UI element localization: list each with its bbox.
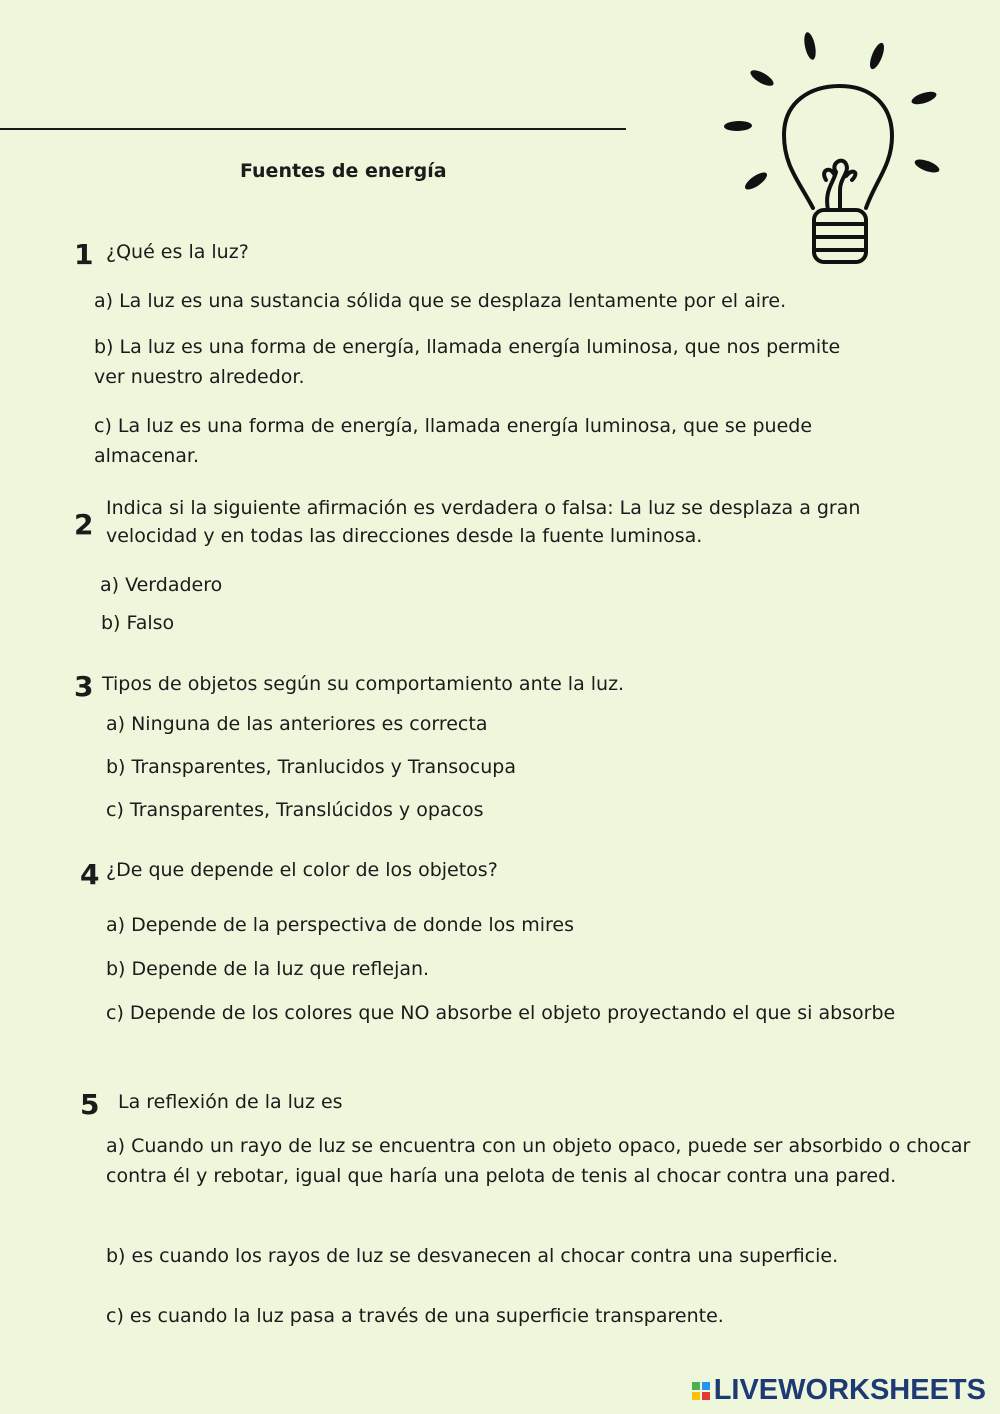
answer-option[interactable]: c) Transparentes, Translúcidos y opacos <box>106 799 484 821</box>
lightbulb-icon <box>718 30 948 270</box>
question-text: ¿Qué es la luz? <box>106 241 249 263</box>
question-text: ¿De que depende el color de los objetos? <box>106 859 498 881</box>
liveworksheets-logo-icon <box>692 1382 710 1400</box>
answer-option[interactable]: b) es cuando los rayos de luz se desvanecen al chocar contra una superficie. <box>106 1245 839 1267</box>
answer-option[interactable]: b) Depende de la luz que reflejan. <box>106 958 430 980</box>
worksheet-title: Fuentes de energía <box>240 160 447 182</box>
answer-option[interactable]: a) Depende de la perspectiva de donde los mires <box>106 914 574 936</box>
question-number: 4 <box>80 858 100 891</box>
answer-option[interactable]: b) La luz es una forma de energía, llamada energía luminosa, que nos permite ver nuestro alrededor. <box>94 336 841 388</box>
brand-name: LIVEWORKSHEETS <box>713 1374 986 1406</box>
question-number: 1 <box>74 238 94 271</box>
answer-option[interactable]: c) Depende de los colores que NO absorbe el objeto proyectando el que si absorbe <box>106 1002 896 1024</box>
question-number: 5 <box>80 1088 100 1121</box>
answer-option[interactable]: b) Falso <box>101 612 175 634</box>
answer-option[interactable]: a) La luz es una sustancia sólida que se desplaza lentamente por el aire. <box>94 290 787 312</box>
answer-option[interactable]: a) Ninguna de las anteriores es correcta <box>106 713 488 735</box>
liveworksheets-brand <box>692 1374 986 1407</box>
answer-option[interactable]: c) La luz es una forma de energía, llamada energía luminosa, que se puede almacenar. <box>94 415 813 467</box>
answer-option[interactable]: a) Cuando un rayo de luz se encuentra con un objeto opaco, puede ser absorbido o chocar contra él y rebotar, igual que haría una pelota de tenis al chocar contra una pared. <box>106 1135 971 1187</box>
answer-option[interactable]: a) Verdadero <box>100 574 223 596</box>
question-text: Tipos de objetos según su comportamiento ante la luz. <box>102 673 625 695</box>
header-rule <box>0 128 626 130</box>
answer-option[interactable]: b) Transparentes, Tranlucidos y Transocupa <box>106 756 516 778</box>
question-text: Indica si la siguiente afirmación es verdadera o falsa: La luz se desplaza a gran velocidad y en todas las direcciones desde la fuente luminosa. <box>106 497 861 547</box>
question-number: 3 <box>74 670 94 703</box>
question-text: La reflexión de la luz es <box>118 1091 343 1113</box>
answer-option[interactable]: c) es cuando la luz pasa a través de una superficie transparente. <box>106 1305 724 1327</box>
question-number: 2 <box>74 508 94 541</box>
